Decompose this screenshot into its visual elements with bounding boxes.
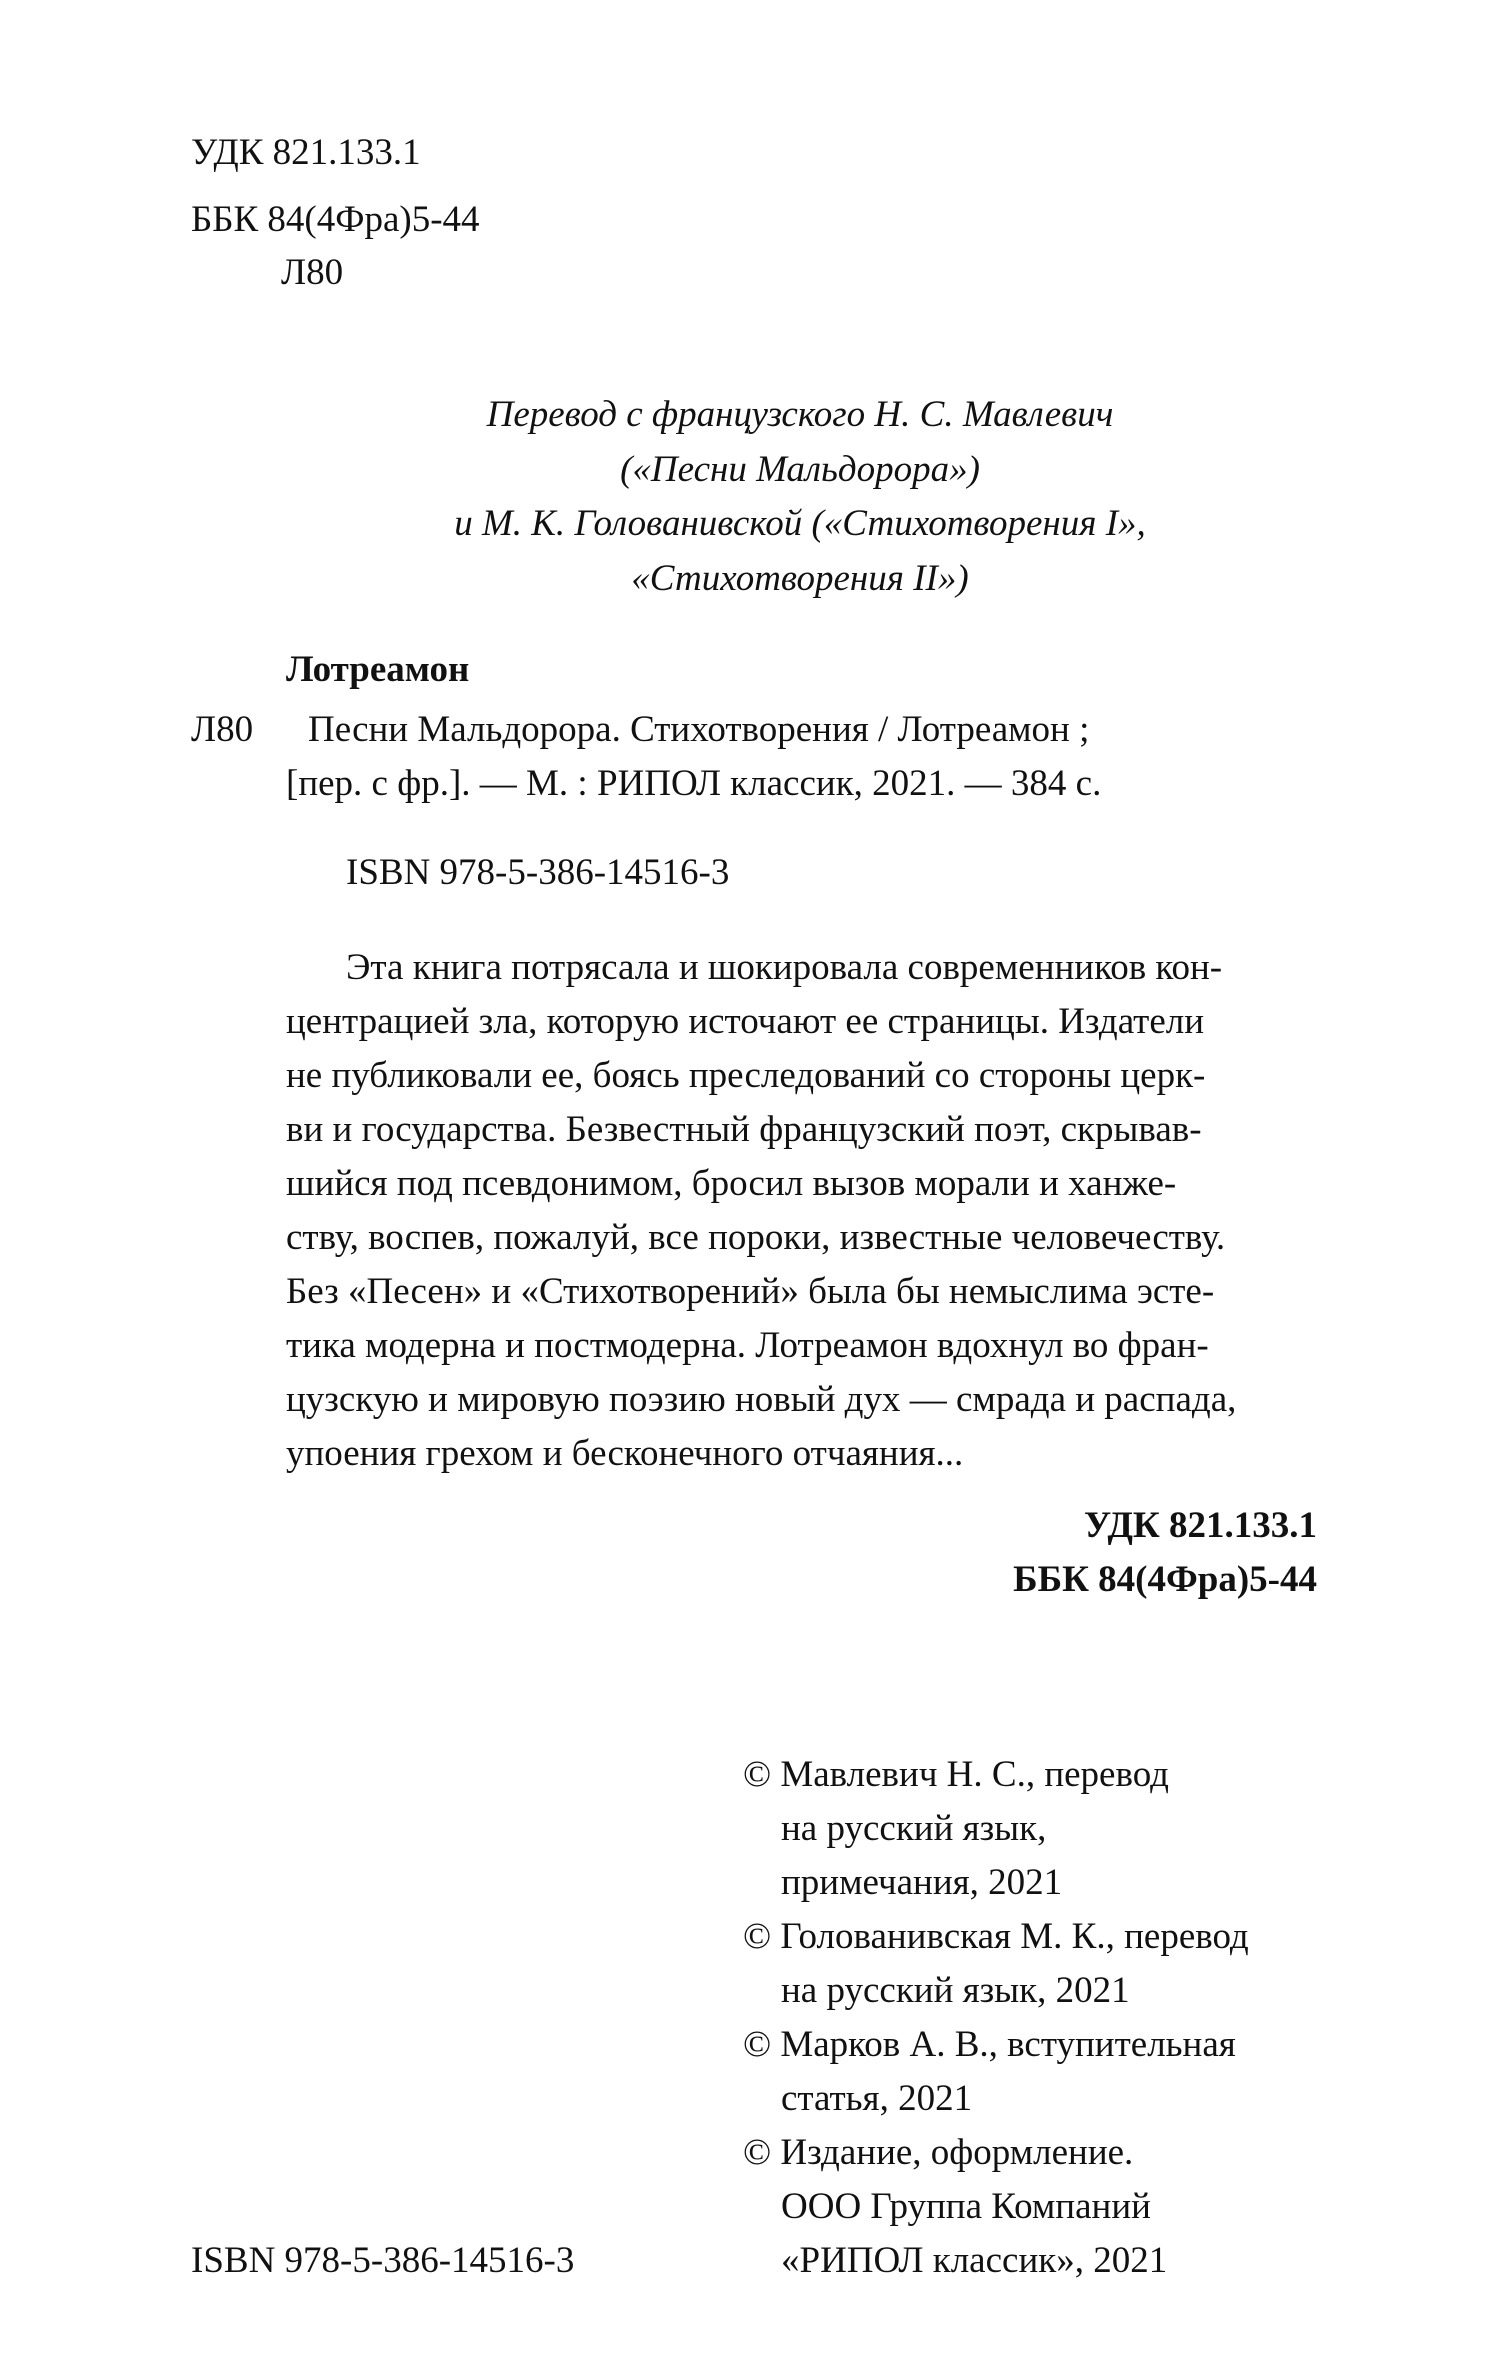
copyright-line: примечания, 2021 <box>781 1862 1063 1903</box>
author-mark: Л80 <box>281 252 344 293</box>
copyright-line: © Марков А. В., вступительная <box>743 2024 1236 2065</box>
translation-line: Перевод с французского Н. С. Мавлевич <box>486 394 1114 435</box>
bbk-code: ББК 84(4Фра)5-44 <box>191 199 480 240</box>
catalog-author: Лотреамон <box>286 649 470 690</box>
copyright-line: ООО Группа Компаний <box>781 2186 1151 2227</box>
annotation-line: ству, воспев, пожалуй, все пороки, известные человечеству. <box>286 1217 1226 1258</box>
annotation-line: упоения грехом и бесконечного отчаяния... <box>286 1433 964 1474</box>
copyright-line: © Мавлевич Н. С., перевод <box>743 1754 1169 1795</box>
annotation-line: цузскую и мировую поэзию новый дух — смрада и распада, <box>286 1379 1237 1420</box>
translation-line: «Стихотворения II») <box>631 558 969 599</box>
copyright-line: «РИПОЛ классик», 2021 <box>781 2240 1168 2281</box>
annotation-line: не публиковали ее, боясь преследований со стороны церк- <box>286 1055 1206 1096</box>
udk-code: УДК 821.133.1 <box>191 132 421 173</box>
catalog-title-line: [пер. с фр.]. — М. : РИПОЛ классик, 2021. — 384 с. <box>286 763 1102 804</box>
annotation-line: центрацией зла, которую источают ее страницы. Издатели <box>286 1001 1205 1042</box>
catalog-mark: Л80 <box>191 709 254 750</box>
copyright-line: на русский язык, <box>781 1808 1047 1849</box>
copyright-line: © Голованивская М. К., перевод <box>743 1916 1249 1957</box>
copyright-line: © Издание, оформление. <box>743 2132 1134 2173</box>
copyright-line: на русский язык, 2021 <box>781 1970 1130 2011</box>
annotation-line: Эта книга потрясала и шокировала современников кон- <box>346 947 1223 988</box>
catalog-title-line: Песни Мальдорора. Стихотворения / Лотреамон ; <box>308 709 1090 750</box>
catalog-isbn: ISBN 978-5-386-14516-3 <box>346 852 730 893</box>
translation-line: («Песни Мальдорора») <box>620 449 980 490</box>
annotation-line: шийся под псевдонимом, бросил вызов морали и ханже- <box>286 1163 1177 1204</box>
bottom-isbn: ISBN 978-5-386-14516-3 <box>191 2240 575 2281</box>
footer-bbk-code: ББК 84(4Фра)5-44 <box>1013 1559 1317 1600</box>
annotation-line: тика модерна и постмодерна. Лотреамон вдохнул во фран- <box>286 1325 1209 1366</box>
copyright-line: статья, 2021 <box>781 2078 973 2119</box>
translation-line: и М. К. Голованивской («Стихотворения I», <box>454 503 1146 544</box>
annotation-line: ви и государства. Безвестный французский поэт, скрывав- <box>286 1109 1202 1150</box>
annotation-line: Без «Песен» и «Стихотворений» была бы немыслима эсте- <box>286 1271 1215 1312</box>
footer-udk-code: УДК 821.133.1 <box>1084 1505 1317 1546</box>
